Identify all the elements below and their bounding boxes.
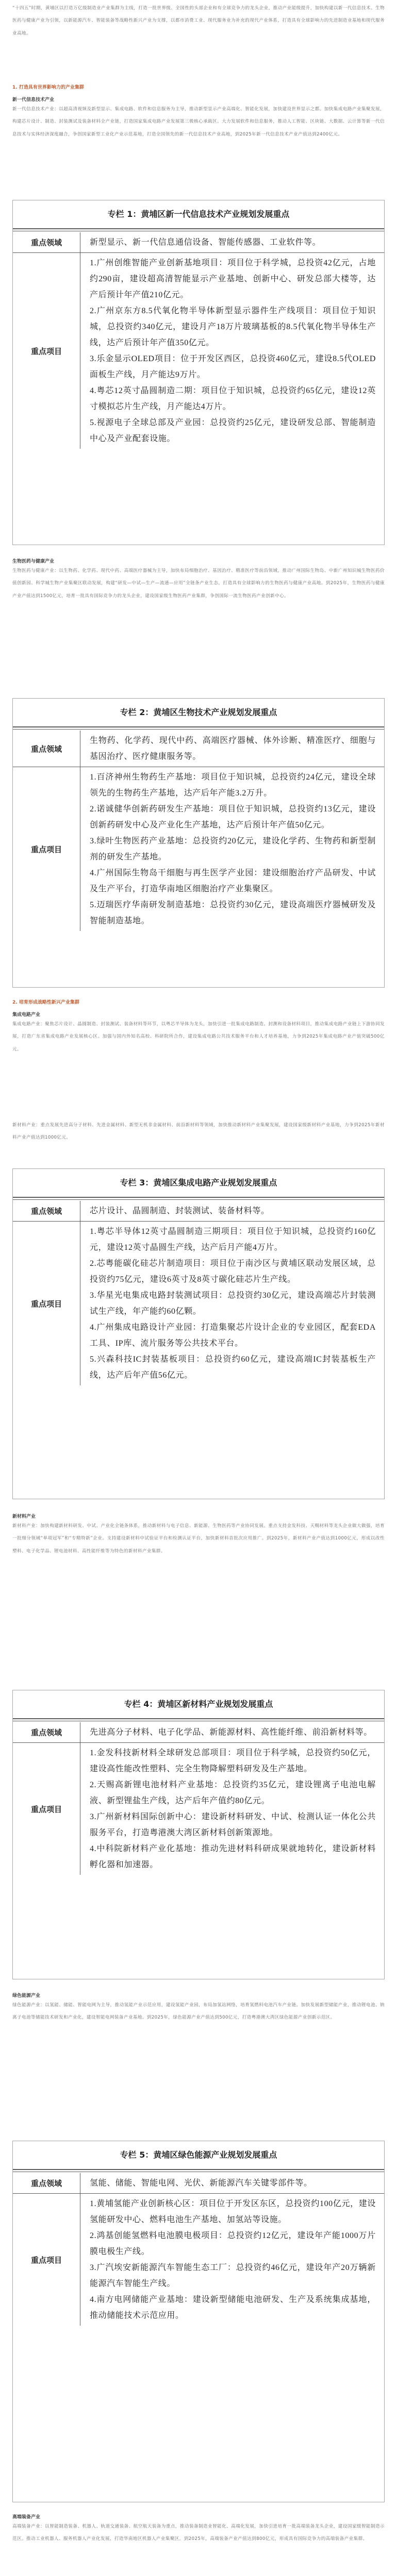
table-4-projects [80, 1743, 384, 1875]
list-item: 5.兴森科技IC封装基板项目：总投资约60亿元，建设高端IC封装基板生产线，达产后年产值56亿元。 [90, 1355, 376, 1380]
list-item: 3.广汽埃安新能源汽车智能生态工厂：总投资约46亿元，建设年产20万辆新能源汽车智能生产线。 [90, 2263, 376, 2288]
table-1-field-value: 新型显示、新一代信息通信设备、智能传感器、工业软件等。 [90, 238, 321, 247]
list-item: 4.中科院新材料产业化基地：推动先进材料科研成果就地转化，建设新材料孵化器和加速器。 [90, 1844, 376, 1869]
table-3-projects [80, 1222, 384, 1385]
list-item: 4.广州集成电路设计产业园：打造集聚芯片设计企业的专业园区，配套EDA工具、IP库、流片服务等公共技术平台。 [90, 1323, 376, 1348]
list-item: 1.广州创维智能产业创新基地项目：项目位于科学城，总投资42亿元，占地约290亩，建设超高清智能显示产业基地、创新中心、研发总部大楼等，达产后预计年产值210亿元。 [90, 259, 376, 299]
table-5-projects-row [13, 2193, 384, 2326]
table-3-projects-label: 重点项目 [13, 1222, 80, 1385]
table-1-projects [80, 253, 384, 449]
table-3-title: 专栏 3：黄埔区集成电路产业规划发展重点 [13, 1169, 384, 1198]
table-5 [12, 2141, 385, 2502]
subsection-heading-energy: 绿色能源产业 [12, 1993, 41, 1998]
table-4-projects-row [13, 1742, 384, 1875]
list-item: 1.百济神州生物药生产基地：项目位于知识城，总投资约24亿元，建设全球领先的生物药生产基地，达产后年产能3.2万升。 [90, 773, 376, 798]
subsection-heading-ngit: 新一代信息技术产业 [12, 97, 55, 103]
table-2-field-value: 生物药、化学药、现代中药、高端医疗器械、体外诊断、精准医疗、细胞与基因治疗、医疗健康服务等。 [90, 736, 376, 761]
list-item: 2.芯粤能碳化硅芯片制造项目：项目位于南沙区与黄埔区联动发展区域，总投资约75亿元，建设6英寸及8英寸碳化硅芯片生产线。 [90, 1259, 376, 1284]
ic-paragraph-2: 新材料产业：重点发展先进高分子材料、先进金属材料、新型无机非金属材料、前沿新材料等领域，加快推动新材料产业集聚发展，建设国家级新材料产业基地，力争到2025年新材料产业产值达到1000亿元。 [12, 1123, 385, 1141]
table-2-field-row [13, 731, 384, 767]
list-item: 3.乐金显示OLED项目：位于开发区西区，总投资460亿元，建设8.5代OLED面板生产线，月产能达9万片。 [90, 354, 376, 379]
table-3 [12, 1168, 385, 1499]
table-5-projects [80, 2194, 384, 2326]
table-1-projects-row [13, 252, 384, 449]
table-5-field-label: 重点领域 [13, 2173, 80, 2193]
energy-paragraph: 绿色能源产业：以氢能、储能、智能电网为主导，推动氢能产业示范应用，建设氢能产业园，布局加氢站网络，培育氢燃料电池汽车产业链。加快发展新型储能产业，推动锂电池、钠离子电池等储能技术研发和产业化，建设智能电网装备产业基地。到2025年，绿色能源产业产值达到500亿元，打造粤港澳大湾区绿色能源产业创新示范区。 [12, 2003, 385, 2021]
table-2-projects-label: 重点项目 [13, 767, 80, 931]
subsection-heading-equipment: 高端装备产业 [12, 2515, 41, 2520]
subsection-heading-bio: 生物医药与健康产业 [12, 559, 55, 564]
table-2-field-label: 重点领域 [13, 731, 80, 767]
ic-paragraph: 集成电路产业：聚焦芯片设计、晶圆制造、封装测试、装备材料等环节，以粤芯半导体为龙头，加快引进一批集成电路制造、封测和设备材料项目，推动集成电路产业链上下游协同发展，打造广东省集成电路产业发展核心区。加强与国内外知名高校、科研院所合作，建设集成电路公共技术服务平台和人才培养基地，力争到2025年集成电路产业产值突破500亿元。 [12, 1022, 385, 1052]
bio-paragraph: 生物医药与健康产业：以生物药、化学药、现代中药、高端医疗器械为主导，加快布局细胞治疗、基因治疗、精准医疗等前沿领域，推动广州国际生物岛、中新广州知识城生物医药价值创新园、科学城生物产业集聚区联动发展，构建“研发—中试—生产—流通—应用”全链条产业生态，打造具有全球影响力的生物医药与健康产业高地。到2025年，生物医药与健康产业产值达到1500亿元，培育一批具有国际竞争力的龙头企业，建设国家级生物医药产业集群，争创国际一流生物医药产业创新中心。 [12, 568, 385, 599]
table-3-field-row [13, 1201, 384, 1221]
section-heading-1: 1. 打造具有世界影响力的产业集群 [12, 85, 84, 90]
table-1-title: 专栏 1：黄埔区新一代信息技术产业规划发展重点 [13, 200, 384, 229]
table-4 [12, 1690, 385, 1979]
table-3-field-value: 芯片设计、晶圆制造、封装测试、装备材料等。 [90, 1207, 270, 1215]
list-item: 2.诺诚健华创新药研发生产基地：项目位于知识城，总投资约13亿元，建设创新药研发中心及产业化生产基地，达产后预计年产值50亿元。 [90, 805, 376, 829]
list-item: 1.黄埔氢能产业创新核心区：项目位于开发区东区，总投资约100亿元，建设氢能研发中心、燃料电池生产基地、加氢站等设施。 [90, 2199, 376, 2224]
intro-paragraph: “十四五”时期，黄埔区以打造万亿级制造业产业集群为主线，打造一批世界级、全国性的头部企业和有全球竞争力的龙头企业，推动产业能级提升，加快构建以新一代信息技术、生物医药与健康产业为引领，以新能源汽车、智能装备等战略性新兴产业为支撑，以都市消费工业、现代服务业为补充的现代产业体系，打造具有全球影响力的先进制造业基地和现代服务业高地。 [12, 6, 385, 36]
list-item: 1.金发科技新材料全球研发总部项目：项目位于科学城，总投资约50亿元，建设高性能改性塑料、完全生物降解塑料研发及生产基地。 [90, 1749, 376, 1773]
table-2-projects-row [13, 767, 384, 931]
table-5-field-row [13, 2173, 384, 2193]
table-4-field-value: 先进高分子材料、电子化学品、新能源材料、高性能纤维、前沿新材料等。 [90, 1728, 372, 1737]
list-item: 2.天赐高新锂电池材料产业基地：总投资约35亿元，建设锂离子电池电解液、新型锂盐生产线，达产后年产值约80亿元。 [90, 1781, 376, 1805]
table-4-title: 专栏 4：黄埔区新材料产业规划发展重点 [13, 1690, 384, 1719]
list-item: 1.粤芯半导体12英寸晶圆制造三期项目：项目位于知识城，总投资约160亿元，建设12英寸晶圆生产线，达产后月产能4万片。 [90, 1227, 376, 1252]
list-item: 3.华星光电集成电路封装测试项目：总投资约30亿元，建设高端芯片封装测试生产线，年产能约60亿颗。 [90, 1291, 376, 1316]
subsection-heading-materials: 新材料产业 [12, 1514, 36, 1519]
table-2 [12, 698, 385, 988]
section-heading-2: 2. 培育形成战略性新兴产业集群 [12, 1000, 79, 1005]
list-item: 5.迈瑞医疗华南研发制造基地：总投资约30亿元，建设高端医疗器械研发及智能制造基地。 [90, 901, 376, 925]
table-1-field-label: 重点领域 [13, 232, 80, 252]
table-4-projects-label: 重点项目 [13, 1743, 80, 1875]
table-2-title: 专栏 2：黄埔区生物技术产业规划发展重点 [13, 699, 384, 727]
table-1-field-row [13, 232, 384, 252]
list-item: 4.粤芯12英寸晶圆制造二期：项目位于知识城，总投资约65亿元，建设12英寸模拟芯片生产线，月产能达4万片。 [90, 386, 376, 411]
table-5-title: 专栏 5：黄埔区绿色能源产业规划发展重点 [13, 2141, 384, 2170]
list-item: 4.南方电网储能产业基地：建设新型储能电池研发、生产及系统集成基地，推动储能技术示范应用。 [90, 2295, 376, 2320]
list-item: 4.广州国际生物岛干细胞与再生医学产业园：建设细胞治疗产品研发、中试及生产平台，打造华南地区细胞治疗产业集聚区。 [90, 869, 376, 893]
materials-paragraph: 新材料产业：加快构建新材料研发、中试、产业化全链条体系，推动新材料与电子信息、新能源、生物医药等产业协同发展。重点支持金发科技、天赐材料等龙头企业做大做强，培育一批细分领域“单项冠军”和“专精特新”企业。支持建设新材料中试验证平台和检测认证平台，加快新材料首批次应用推广。到2025年，新材料产业产值达到1000亿元，形成以改性塑料、电子化学品、锂电池材料、高性能纤维等为特色的新材料产业集群。 [12, 1523, 385, 1554]
table-5-projects-label: 重点项目 [13, 2194, 80, 2326]
table-4-field-row [13, 1722, 384, 1742]
list-item: 2.鸿基创能氢燃料电池膜电极项目：总投资约12亿元，建设年产能1000万片膜电极生产线。 [90, 2231, 376, 2256]
list-item: 3.广州新材料国际创新中心：建设新材料研发、中试、检测认证一体化公共服务平台，打造粤港澳大湾区新材料创新策源地。 [90, 1812, 376, 1837]
table-1-projects-label: 重点项目 [13, 253, 80, 449]
list-item: 3.绿叶生物医药产业基地：总投资约20亿元，建设化学药、生物药和新型制剂的研发生产基地。 [90, 837, 376, 861]
table-3-projects-row [13, 1221, 384, 1385]
equipment-paragraph: 高端装备产业：以智能制造装备、机器人、轨道交通装备、航空航天装备为重点，推动装备制造业智能化、高端化发展，加快引进培育一批高端装备龙头企业，建设国家级智能制造示范区。推动工业机器人、服务机器人产业化发展，打造华南地区机器人产业集聚区。到2025年，高端装备产业产值达到800亿元，形成具有国际竞争力的高端装备产业集群。 [12, 2524, 385, 2542]
table-2-projects [80, 767, 384, 931]
table-3-field-label: 重点领域 [13, 1201, 80, 1221]
list-item: 5.视源电子全球总部及产业园：总投资约25亿元，建设研发总部、智能制造中心及产业配套设施。 [90, 418, 376, 443]
list-item: 2.广州京东方8.5代氧化物半导体新型显示器件生产线项目：项目位于知识城，总投资约340亿元，建设月产18万片玻璃基板的8.5代氧化物半导体生产线，达产后预计年产值350亿元。 [90, 307, 376, 347]
ngit-paragraph: 新一代信息技术产业：以超高清视频及新型显示、集成电路、软件和信息服务为主导，推动新型显示产业高端化、智能化发展，加快建设世界显示之都。加快集成电路产业集聚发展，构建芯片设计、制造、封装测试及装备材料全产业链，打造国家集成电路产业发展第三极核心承载区。大力发展软件和信息服务，推动人工智能、区块链、大数据、云计算等新一代信息技术与实体经济深度融合，争创国家新型工业化产业示范基地，打造全国领先的新一代信息技术产业高地，到2025年新一代信息技术产业产值达到2400亿元。 [12, 107, 385, 137]
table-4-field-label: 重点领域 [13, 1722, 80, 1742]
table-1 [12, 200, 385, 545]
table-5-field-value: 氢能、储能、智能电网、光伏、新能源汽车关键零部件等。 [90, 2179, 312, 2188]
subsection-heading-ic: 集成电路产业 [12, 1012, 41, 1018]
